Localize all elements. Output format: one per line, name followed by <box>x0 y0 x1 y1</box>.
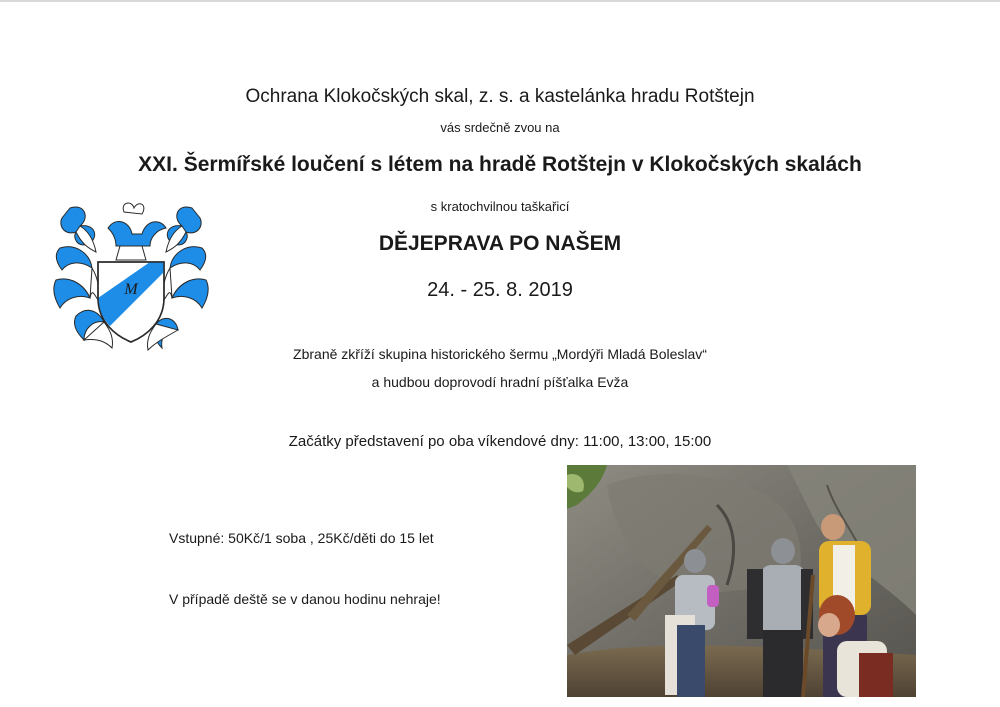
performers-line-2: a hudbou doprovodí hradní píšťalka Evža <box>371 374 629 390</box>
top-border <box>0 0 1000 2</box>
invite-line: vás srdečně zvou na <box>440 120 560 135</box>
showtimes-line: Začátky představení po oba víkendové dny: 11:00, 13:00, 15:00 <box>288 433 712 450</box>
knights-photo <box>567 465 916 697</box>
event-subtitle: s kratochvilnou taškařicí <box>430 199 570 214</box>
organizers-line: Ochrana Klokočských skal, z. s. a kastelánka hradu Rotštejn <box>245 86 755 107</box>
performers-line-1: Zbraně zkříží skupina historického šermu „Mordýři Mladá Boleslav“ <box>293 346 707 362</box>
coat-of-arms-letter: M <box>124 281 138 298</box>
event-dates: 24. - 25. 8. 2019 <box>427 279 573 301</box>
coat-of-arms-icon <box>50 198 212 358</box>
admission-price: Vstupné: 50Kč/1 soba , 25Kč/děti do 15 let <box>169 530 434 546</box>
show-name: DĚJEPRAVA PO NAŠEM <box>378 232 622 255</box>
rain-notice: V případě deště se v danou hodinu nehraje! <box>169 591 441 607</box>
event-title: XXI. Šermířské loučení s létem na hradě Rotštejn v Klokočských skalách <box>138 153 862 176</box>
